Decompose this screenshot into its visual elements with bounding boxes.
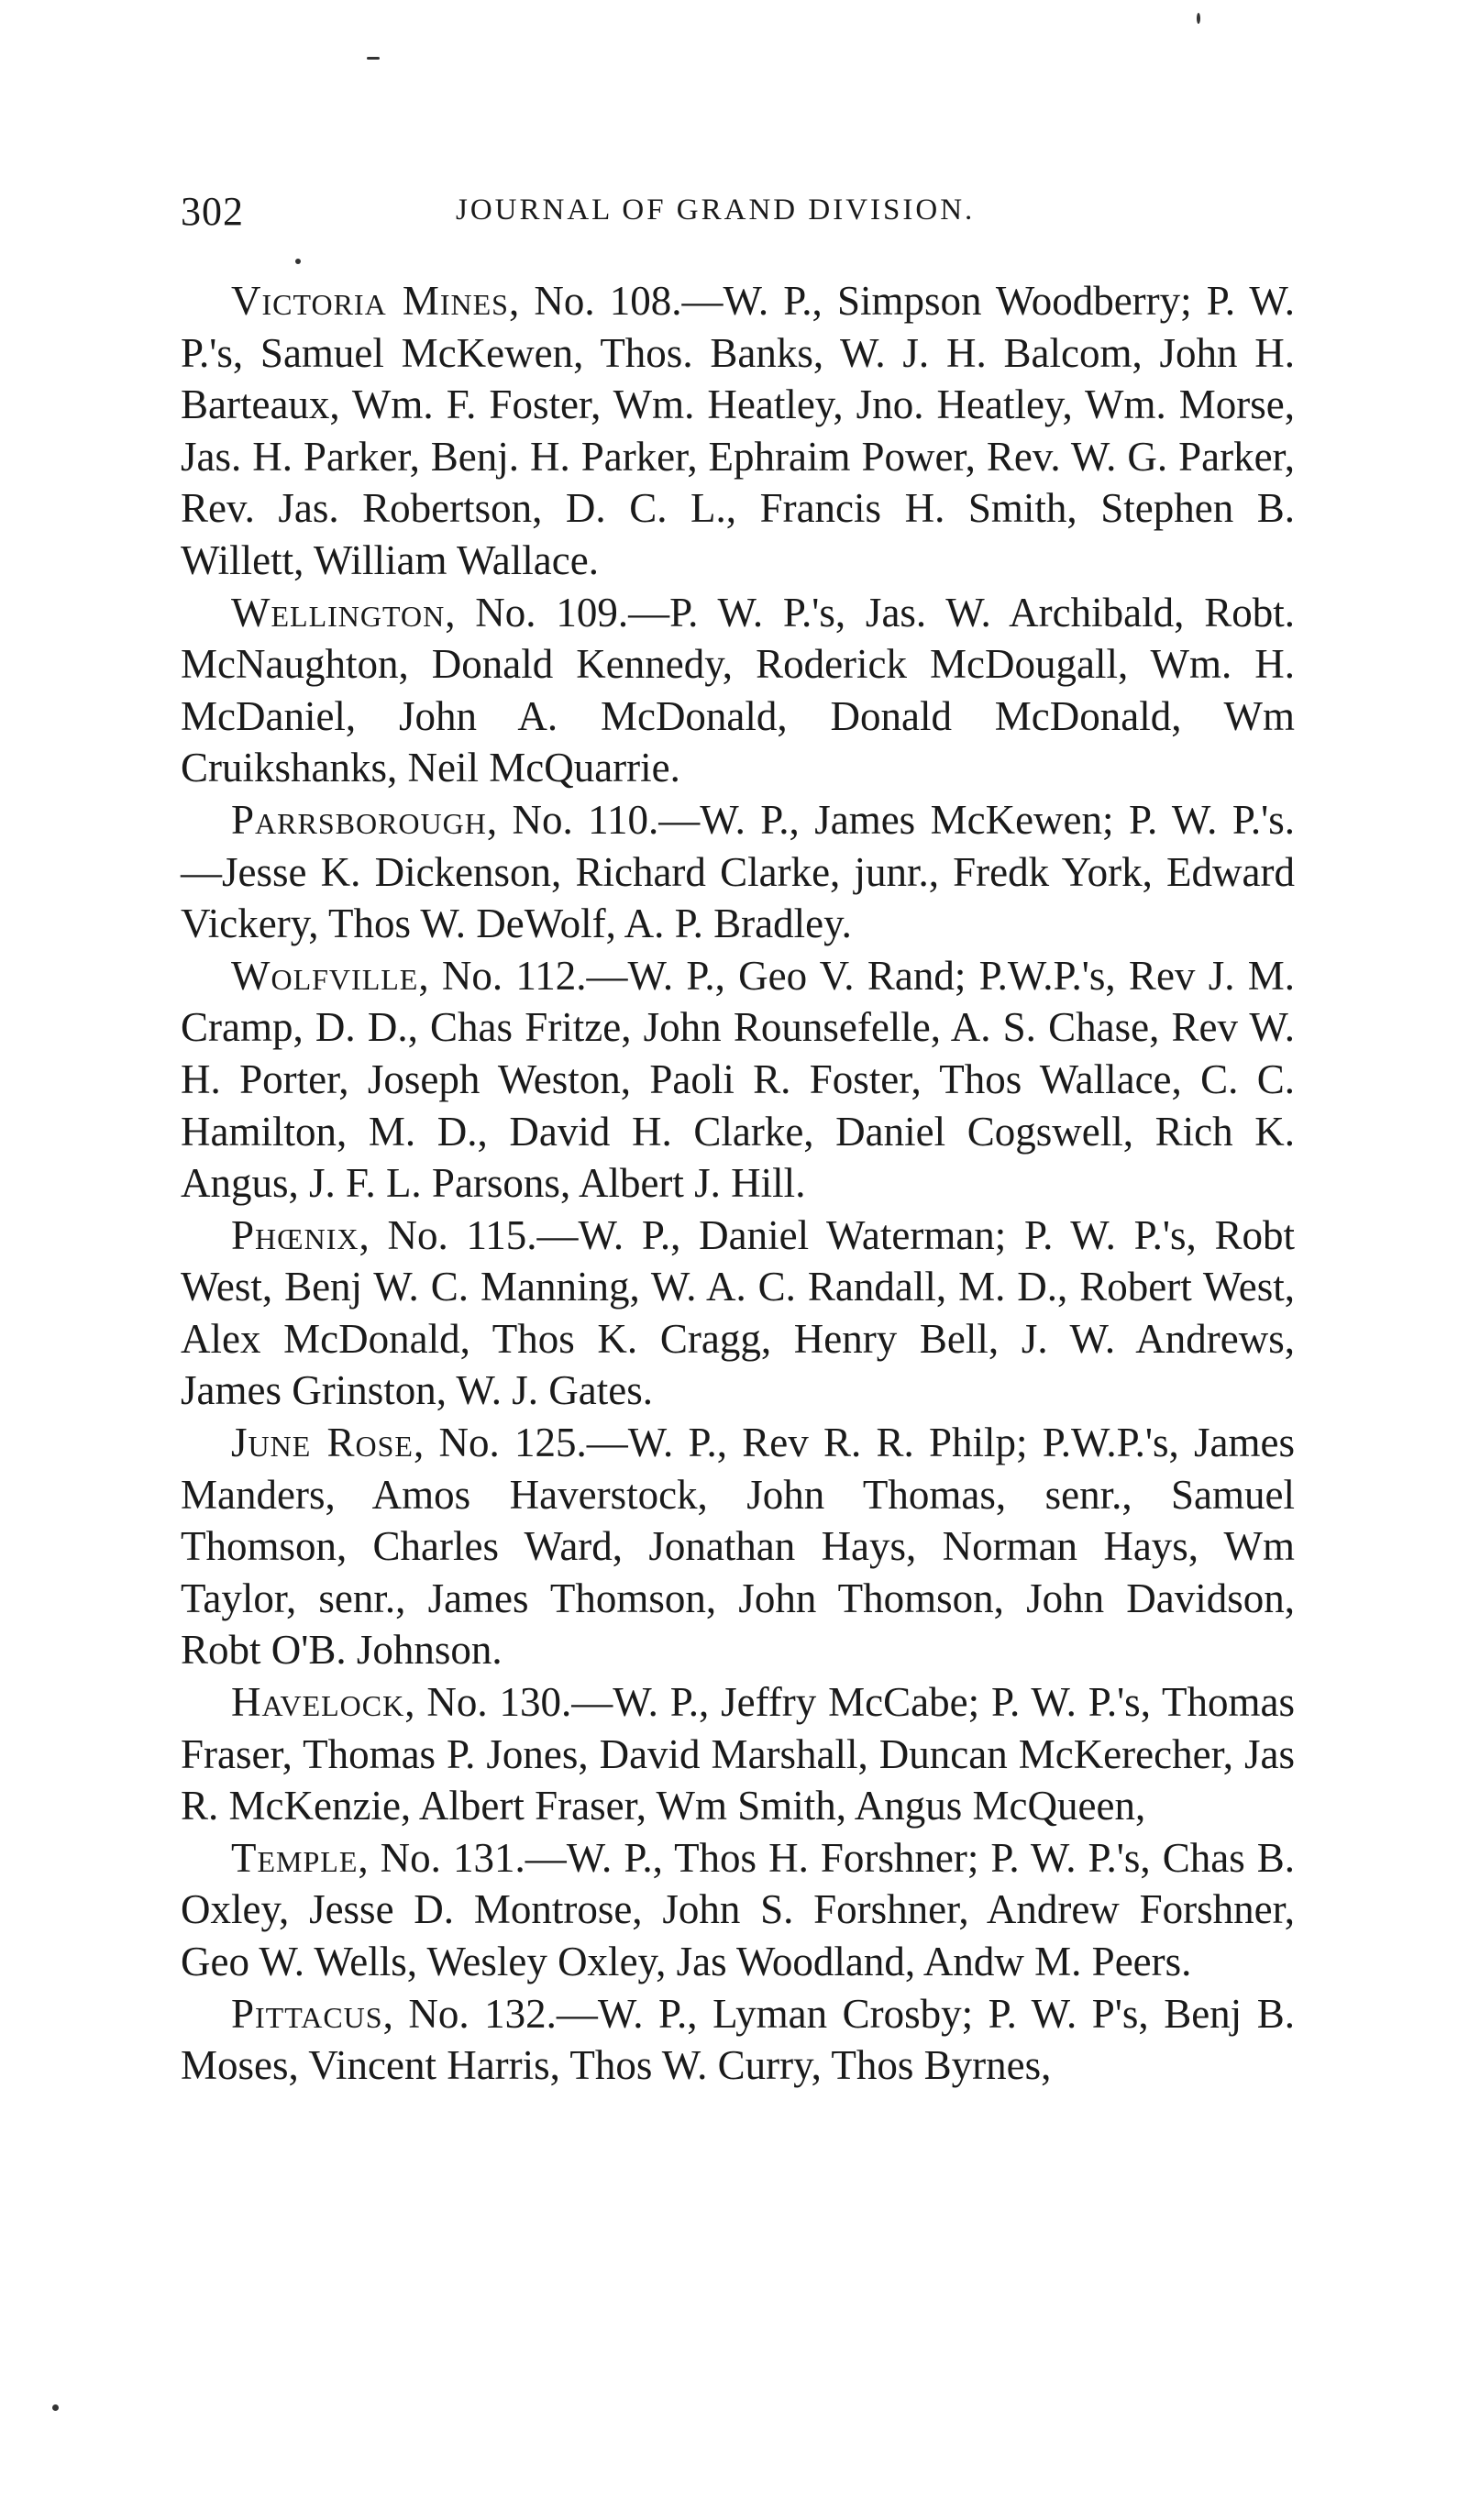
running-title: JOURNAL OF GRAND DIVISION. [456, 193, 976, 227]
division-entry [181, 1417, 1295, 1676]
ink-speck [1197, 13, 1200, 24]
division-entry [181, 794, 1295, 950]
division-name: Phœnix [231, 1211, 359, 1258]
ink-speck [52, 2404, 59, 2411]
division-entry [181, 1832, 1295, 1988]
ink-speck [367, 57, 380, 60]
division-details: , No. 132.—W. P., Lyman Crosby; P. W. P's, Benj B. Moses, Vincent Harris, Thos W. Curry, Thos Byrnes, [181, 1990, 1295, 2089]
division-details: , No. 131.—W. P., Thos H. Forshner; P. W. P.'s, Chas B. Oxley, Jesse D. Montrose, John S. Forshner, Andrew Forshner, Geo W. Wells, Wesley Oxley, Jas Woodland, Andw M. Peers. [181, 1834, 1295, 1984]
division-name: June Rose [231, 1420, 414, 1466]
division-details: , No. 112.—W. P., Geo V. Rand; P.W.P.'s, Rev J. M. Cramp, D. D., Chas Fritze, John Rounsefelle, A. S. Chase, Rev W. H. Porter, Joseph Weston, Paoli R. Foster, Thos Wallace, C. C. Hamilton, M. D., David H. Clarke, Daniel Cogswell, Rich K. Angus, J. F. L. Parsons, Albert J. Hill. [181, 952, 1295, 1207]
division-entry [181, 950, 1295, 1210]
division-details: , No. 130.—W. P., Jeffry McCabe; P. W. P.'s, Thomas Fraser, Thomas P. Jones, David Marshall, Duncan McKerecher, Jas R. McKenzie, Albert Fraser, Wm Smith, Angus McQueen, [181, 1679, 1295, 1829]
division-name: Temple [231, 1834, 359, 1881]
division-details: , No. 108.—W. P., Simpson Woodberry; P. W. P.'s, Samuel McKewen, Thos. Banks, W. J. H. Balcom, John H. Barteaux, Wm. F. Foster, Wm. Heatley, Jno. Heatley, Wm. Morse, Jas. H. Parker, Benj. H. Parker, Ephraim Power, Rev. W. G. Parker, Rev. Jas. Robertson, D. C. L., Francis H. Smith, Stephen B. Willett, William Wallace. [181, 278, 1296, 583]
division-name: Havelock [231, 1679, 405, 1726]
division-name: Parrsborough [231, 796, 487, 843]
division-name: Wolfville [231, 952, 419, 999]
division-entry [181, 1988, 1295, 2092]
page-number: 302 [181, 189, 244, 234]
division-details: , No. 125.—W. P., Rev R. R. Philp; P.W.P.'s, James Manders, Amos Haverstock, John Thomas, senr., Samuel Thomson, Charles Ward, Jonathan Hays, Norman Hays, Wm Taylor, senr., James Thomson, John Thomson, John Davidson, Robt O'B. Johnson. [181, 1420, 1295, 1674]
division-details: , No. 110.—W. P., James McKewen; P. W. P.'s.—Jesse K. Dickenson, Richard Clarke, junr., Fredk York, Edward Vickery, Thos W. DeWolf, A. P. Bradley. [181, 796, 1295, 947]
division-entry [181, 587, 1295, 794]
page-header [181, 188, 1299, 243]
division-list [181, 275, 1295, 2092]
ink-speck [295, 259, 301, 264]
division-name: Pittacus [231, 1990, 383, 2037]
division-details: , No. 115.—W. P., Daniel Waterman; P. W. P.'s, Robt West, Benj W. C. Manning, W. A. C. Randall, M. D., Robert West, Alex McDonald, Thos K. Cragg, Henry Bell, J. W. Andrews, James Grinston, W. J. Gates. [181, 1211, 1295, 1414]
division-name: Victoria Mines [231, 278, 509, 324]
division-entry [181, 1210, 1295, 1417]
division-details: , No. 109.—P. W. P.'s, Jas. W. Archibald, Robt. McNaughton, Donald Kennedy, Roderick McDougall, Wm. H. McDaniel, John A. McDonald, Donald McDonald, Wm Cruikshanks, Neil McQuarrie. [181, 589, 1295, 791]
division-entry [181, 1676, 1295, 1832]
division-name: Wellington [231, 589, 446, 636]
division-entry [181, 275, 1295, 587]
